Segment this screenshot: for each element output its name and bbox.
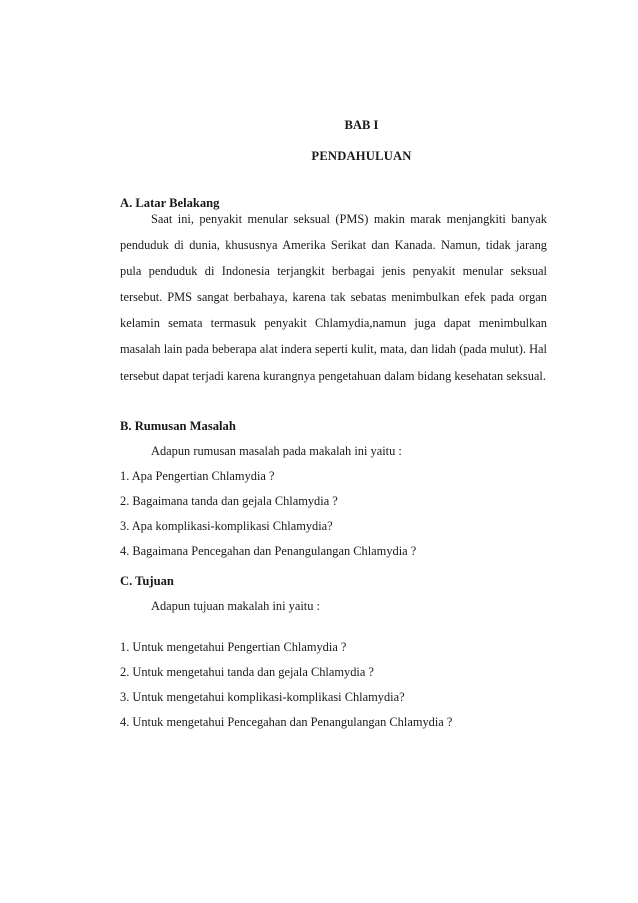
section-b-intro: Adapun rumusan masalah pada makalah ini yaitu : [151, 444, 402, 458]
section-c-title: C. Tujuan [120, 574, 174, 588]
chapter-number: BAB I [344, 118, 379, 132]
section-c-intro: Adapun tujuan makalah ini yaitu : [151, 599, 320, 613]
section-c-item: 1. Untuk mengetahui Pengertian Chlamydia ? [120, 640, 347, 654]
section-b-item: 1. Apa Pengertian Chlamydia ? [120, 469, 275, 483]
section-a-paragraph [120, 206, 547, 389]
section-c-item: 4. Untuk mengetahui Pencegahan dan Penangulangan Chlamydia ? [120, 715, 453, 729]
section-b-item: 2. Bagaimana tanda dan gejala Chlamydia ? [120, 494, 338, 508]
section-b-item: 4. Bagaimana Pencegahan dan Penangulangan Chlamydia ? [120, 544, 417, 558]
section-a-title: A. Latar Belakang [120, 196, 220, 210]
section-b-title: B. Rumusan Masalah [120, 419, 236, 433]
chapter-title: PENDAHULUAN [311, 149, 412, 163]
section-a-paragraph-text: Saat ini, penyakit menular seksual (PMS) makin marak menjangkiti banyak penduduk di dunia, khususnya Amerika Serikat dan Kanada. Namun, tidak jarang pula penduduk di Indonesia terjangkit berbagai jenis penyakit menular seksual tersebut. PMS sangat berbahaya, karena tak sebatas menimbulkan efek pada organ kelamin semata termasuk penyakit Chlamydia,namun juga dapat menimbulkan masalah lain pada beberapa alat indera seperti kulit, mata, dan lidah (pada mulut). Hal tersebut dapat terjadi karena kurangnya pengetahuan dalam bidang kesehatan seksual. [120, 212, 547, 383]
section-c-item: 2. Untuk mengetahui tanda dan gejala Chlamydia ? [120, 665, 374, 679]
section-c-item: 3. Untuk mengetahui komplikasi-komplikasi Chlamydia? [120, 690, 405, 704]
section-b-item: 3. Apa komplikasi-komplikasi Chlamydia? [120, 519, 333, 533]
